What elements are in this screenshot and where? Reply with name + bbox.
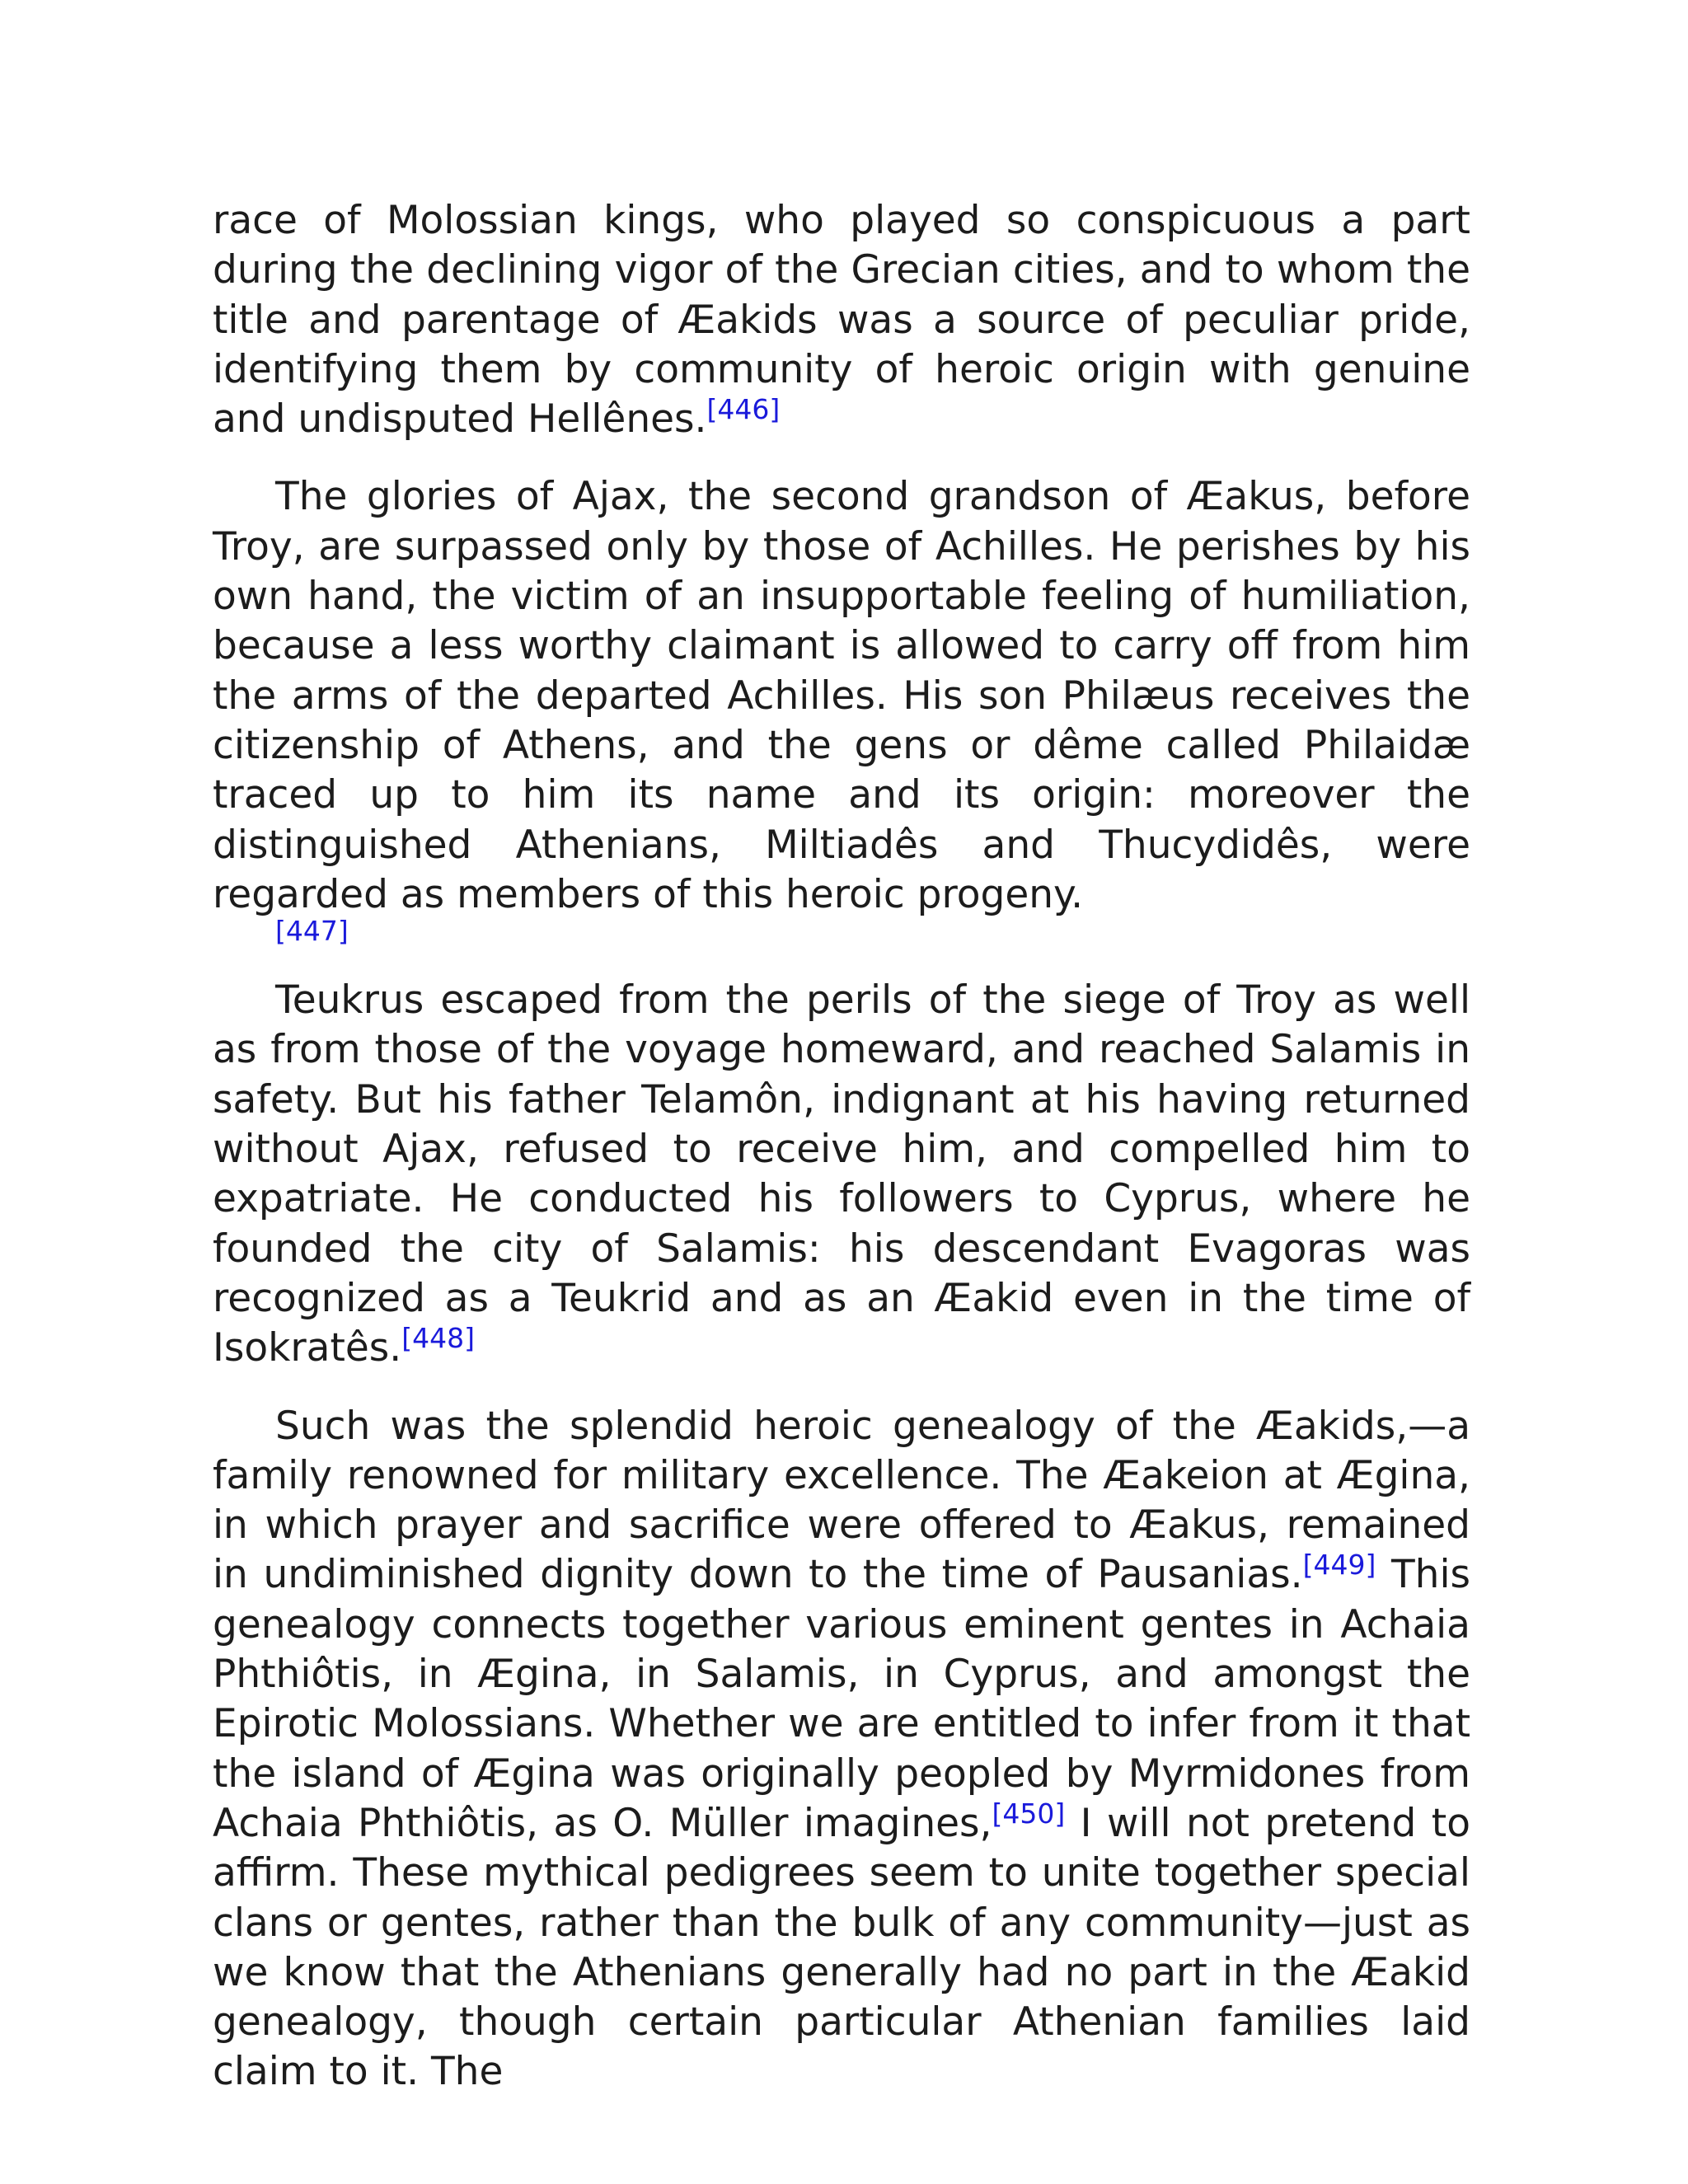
- paragraph-text: The glories of Ajax, the second grandson of Æakus, before Troy, are surpassed only by those of Achilles. He perishes by his own hand, the victim of an insupportable feeling of humiliation, because a less worthy claimant is allowed to carry off from him the arms of the departed Achilles. His son Philæus receives the citizenship of Athens, and the gens or dême called Philaidæ traced up to him its name and its origin: moreover the distinguished Athenians, Miltiadês and Thucydidês, were regarded as members of this heroic progeny.: [213, 474, 1470, 917]
- paragraph-genealogy: [213, 1402, 1470, 2097]
- footnote-link-450[interactable]: [450]: [992, 1797, 1066, 1830]
- paragraph-text: Such was the splendid heroic genealogy of the Æakids,—a family renowned for military excellence. The Æakeion at Ægina, in which prayer and sacrifice were offered to Æakus, remained in undiminished dignity down to the time of Pausanias.: [213, 1403, 1470, 1598]
- paragraph-text: Teukrus escaped from the perils of the siege of Troy as well as from those of the voyage homeward, and reached Salamis in safety. But his father Telamôn, indignant at his having returned without Ajax, refused to receive him, and compelled him to expatriate. He conducted his followers to Cyprus, where he founded the city of Salamis: his descendant Evagoras was recognized as a Teukrid and as an Æakid even in the time of Isokratês.: [213, 977, 1470, 1371]
- footnote-link-449[interactable]: [449]: [1302, 1549, 1376, 1582]
- paragraph-continuation: [213, 196, 1470, 444]
- book-page: [213, 196, 1470, 2125]
- footnote-link-446[interactable]: [446]: [706, 393, 781, 426]
- paragraph-ajax: [213, 472, 1470, 948]
- paragraph-text: I will not pretend to affirm. These mythical pedigrees seem to unite together special clans or gentes, rather than the bulk of any community—just as we know that the Athenians generally had no part in the Æakid genealogy, though certain particular Athenian families laid claim to it. The: [213, 1800, 1470, 2095]
- footnote-link-448[interactable]: [448]: [401, 1322, 475, 1355]
- paragraph-text: race of Molossian kings, who played so conspicuous a part during the declining vigor of the Grecian cities, and to whom the title and parentage of Æakids was a source of peculiar pride, identifying them by community of heroic origin with genuine and undisputed Hellênes.: [213, 198, 1470, 443]
- footnote-link-447[interactable]: [447]: [275, 915, 349, 948]
- paragraph-text: This genealogy connects together various eminent gentes in Achaia Phthiôtis, in Ægina, in Salamis, in Cyprus, and amongst the Epirotic Molossians. Whether we are entitled to infer from it that the island of Ægina was originally peopled by Myrmidones from Achaia Phthiôtis, as O. Müller imagines,: [213, 1552, 1471, 1846]
- paragraph-teukrus: [213, 976, 1470, 1373]
